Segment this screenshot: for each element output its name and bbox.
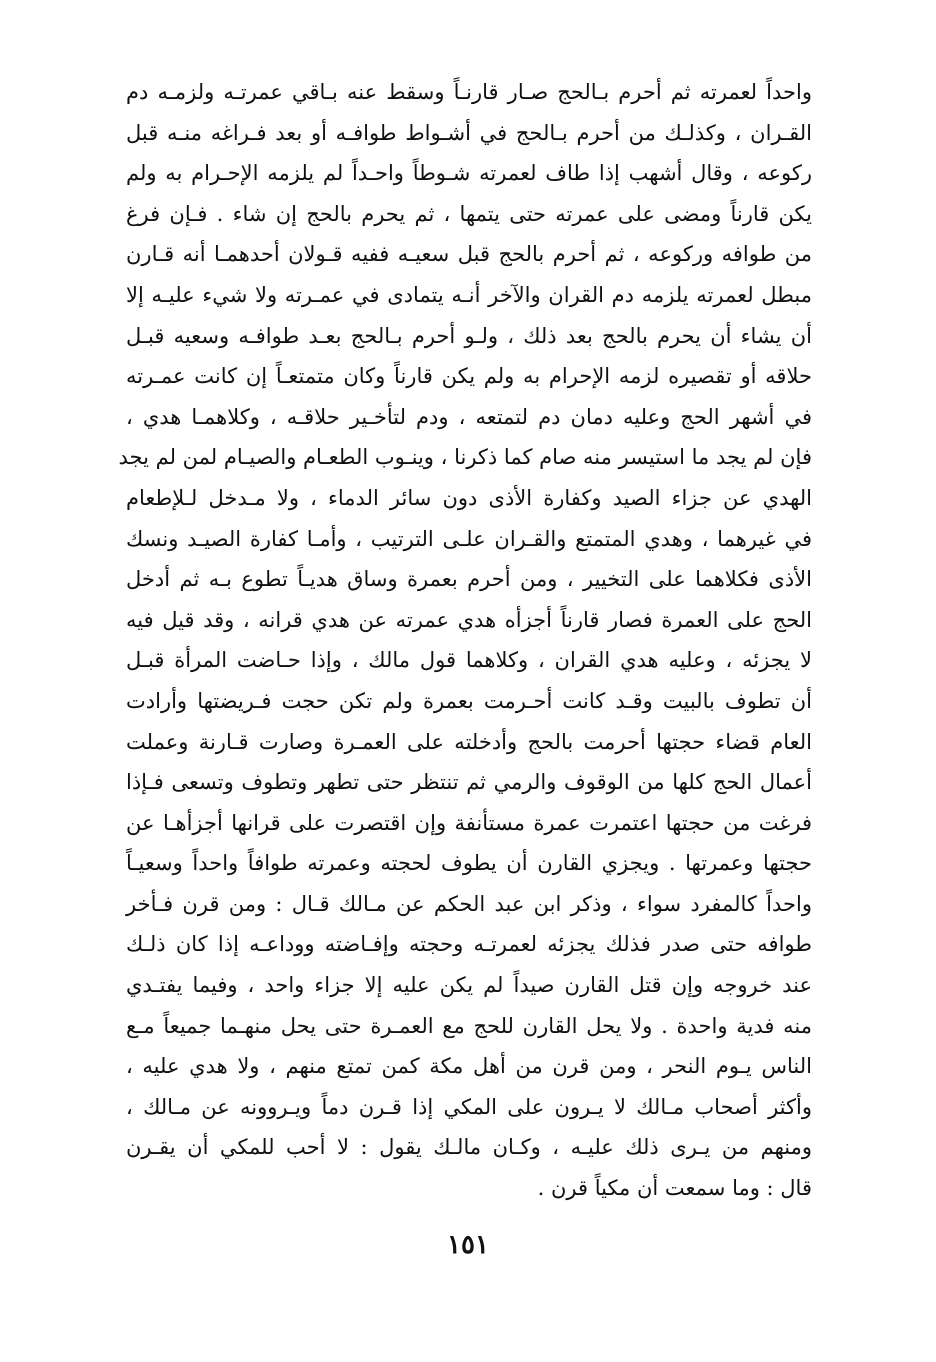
text-line: ركوعه ، وقال أشهب إذا طاف لعمرته شـوطاً واحـداً لم يلزمه الإحـرام به ولم <box>126 161 812 186</box>
text-line: واحداً كالمفرد سواء ، وذكر ابن عبد الحكم عن مـالك قـال : ومن قرن فـأخر <box>126 891 812 916</box>
text-line: القـران ، وكذلـك من أحرم بـالحج في أشـواط طوافـه أو بعد فـراغه منـه قبل <box>126 120 812 145</box>
text-line: قال : وما سمعت أن مكياً قرن . <box>537 1176 812 1201</box>
text-line: عند خروجه وإن قتل القارن صيداً لم يكن عليه إلا جزاء واحد ، وفيما يفتـدي <box>126 973 812 998</box>
text-line: أعمال الحج كلها من الوقوف والرمي ثم تنتظر حتى تطهر وتطوف وتسعى فـإذا <box>126 770 812 795</box>
text-line: العام قضاء حجتها أحرمت بالحج وأدخلته على العمـرة وصارت قـارنة وعملت <box>126 729 812 754</box>
text-line: أن تطوف بالبيت وقـد كانت أحـرمت بعمرة ولم تكن حجت فـريضتها وأرادت <box>126 688 812 713</box>
text-line: واحداً لعمرته ثم أحرم بـالحج صـار قارنـاً وسقط عنه بـاقي عمرتـه ولزمـه دم <box>126 80 812 104</box>
text-line: يكن قارناً ومضى على عمرته حتى يتمها ، ثم يحرم بالحج إن شاء . فـإن فرغ <box>126 201 812 226</box>
page-number: ١٥١ <box>447 1230 489 1260</box>
text-line: في غيرهما ، وهدي المتمتع والقـران علـى الترتيب ، وأمـا كفارة الصيـد ونسك <box>126 526 812 551</box>
text-line: حلاقه أو تقصيره لزمه الإحرام به ولم يكن قارناً وكان متمتعـاً إن كانت عمـرته <box>126 364 812 389</box>
text-line: منه فدية واحدة . ولا يحل القارن للحج مع العمـرة حتى يحل منهـما جميعاً مـع <box>126 1013 812 1038</box>
text-line: ومنهم من يـرى ذلك عليـه ، وكـان مالـك يقول : لا أحب للمكي أن يقـرن <box>126 1135 812 1160</box>
text-line: أن يشاء أن يحرم بالحج بعد ذلك ، ولـو أحرم بـالحج بعـد طوافـه وسعيه قبـل <box>126 323 812 348</box>
text-line: فإن لم يجد ما استيسر منه صام كما ذكرنا ، وينـوب الطعـام والصيـام لمن لم يجد <box>118 445 812 470</box>
text-line: الأذى فكلاهما على التخيير ، ومن أحرم بعمرة وساق هديـاً تطوع بـه ثم أدخل <box>126 567 812 592</box>
text-line: الحج على العمرة فصار قارناً أجزأه هدي عمرته عن هدي قرانه ، وقد قيل فيه <box>126 607 812 632</box>
body-text <box>118 72 812 1209</box>
text-line: الهدي عن جزاء الصيد وكفارة الأذى دون سائر الدماء ، ولا مـدخل لـلإطعام <box>126 485 812 510</box>
text-line: من طوافه وركوعه ، ثم أحرم بالحج قبل سعيـه ففيه قـولان أحدهمـا أنه قـارن <box>126 242 812 267</box>
text-line: مبطل لعمرته يلزمه دم القران والآخر أنـه يتمادى في عمـرته ولا شيء عليـه إلا <box>126 282 812 307</box>
text-line: في أشهر الحج وعليه دمان دم لتمتعه ، ودم لتأخـير حلاقـه ، وكلاهمـا هدي ، <box>126 404 812 429</box>
text-line: حجتها وعمرتها . ويجزي القارن أن يطوف لحجته وعمرته طوافاً واحداً وسعيـاً <box>126 851 812 876</box>
text-line: وأكثر أصحاب مـالك لا يـرون على المكي إذا قـرن دماً ويـروونه عن مـالك ، <box>126 1094 812 1119</box>
text-line: الناس يـوم النحر ، ومن قرن من أهل مكة كمن تمتع منهم ، ولا هدي عليه ، <box>126 1054 812 1079</box>
text-line: لا يجزئه ، وعليه هدي القران ، وكلاهما قول مالك ، وإذا حـاضت المرأة قبـل <box>126 648 812 673</box>
text-line: طوافه حتى صدر فذلك يجزئه لعمرتـه وحجته وإفـاضته ووداعـه إذا كان ذلـك <box>126 932 812 957</box>
text-line: فرغت من حجتها اعتمرت عمرة مستأنفة وإن اقتصرت على قرانها أجزأهـا عن <box>126 810 812 835</box>
